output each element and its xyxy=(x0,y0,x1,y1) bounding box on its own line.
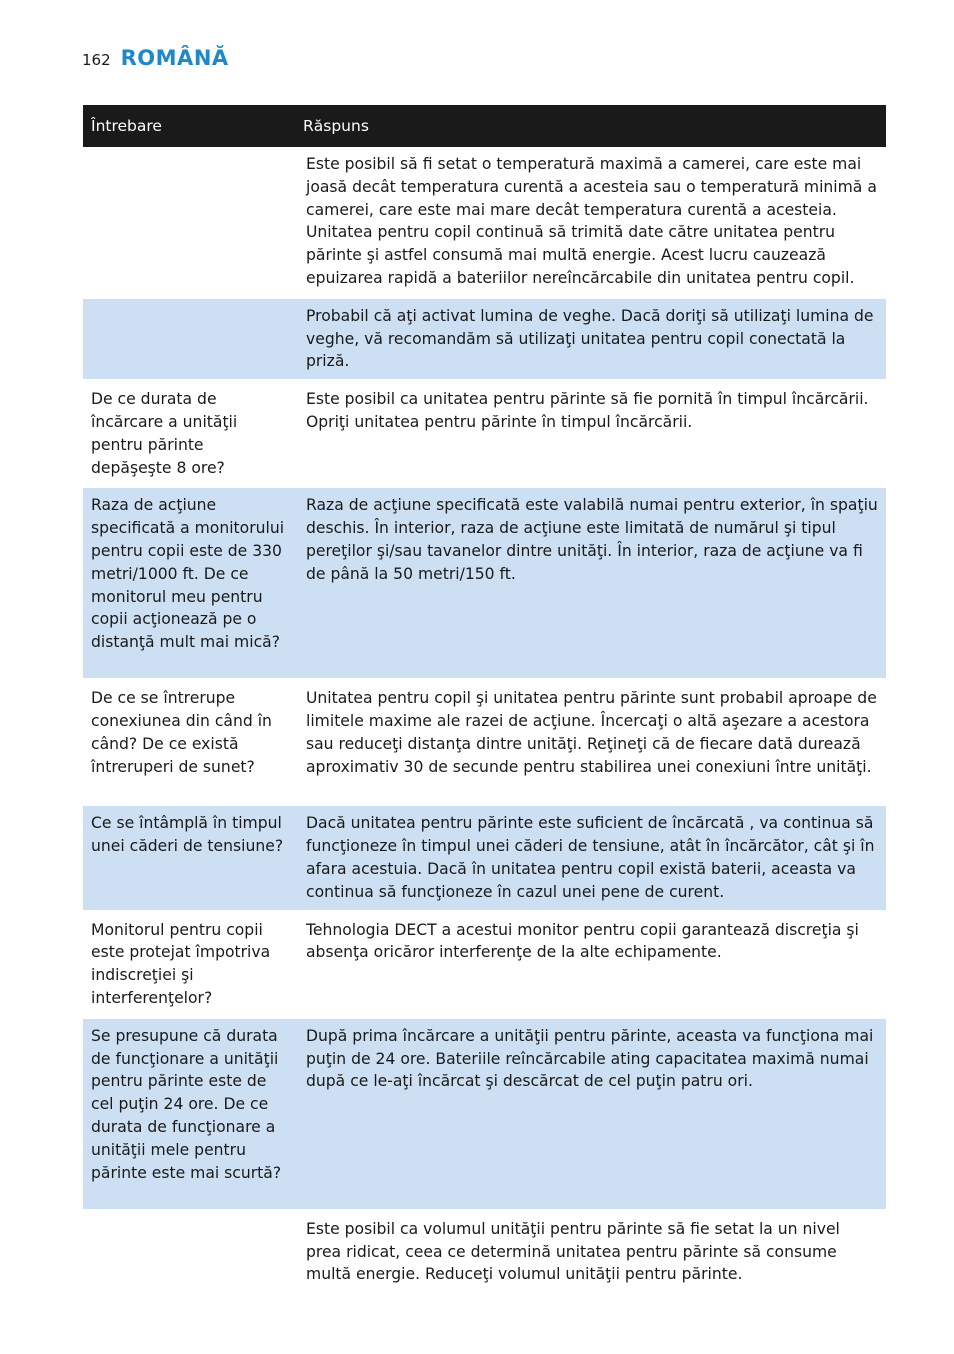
question-cell: Raza de acţiune specificată a monitorului pentru copii este de 330 metri/1000 ft. De ce monitorul meu pentru copii acţionează pe o distanţă mult mai mică? xyxy=(83,487,295,680)
answer-cell: Este posibil să fi setat o temperatură maximă a camerei, care este mai joasă decât temperatura curentă a acesteia sau o temperatură minimă a camerei, care este mai mare decât temperatura curentă a acesteia. Unitatea pentru copil continuă să trimită date către unitatea pentru părinte şi astfel consumă mai multă energie. Acest lucru cauzează epuizarea rapidă a bateriilor nereîncărcabile din unitatea pentru copil. xyxy=(295,147,886,297)
faq-body xyxy=(83,147,886,1292)
question-cell: De ce durata de încărcare a unităţii pentru părinte depăşeşte 8 ore? xyxy=(83,381,295,487)
question-cell xyxy=(83,297,295,380)
question-cell: Se presupune că durata de funcţionare a unităţii pentru părinte este de cel puţin 24 ore. De ce durata de funcţionare a unităţii mele pentru părinte este mai scurtă? xyxy=(83,1017,295,1210)
table-row xyxy=(83,147,886,297)
table-header-row xyxy=(83,105,886,147)
page-number: 162 xyxy=(82,51,111,69)
question-cell xyxy=(83,147,295,297)
section-title: ROMÂNĂ xyxy=(120,46,229,70)
table-row xyxy=(83,805,886,911)
answer-cell: Tehnologia DECT a acestui monitor pentru copii garantează discreţia şi absenţa oricăror interferenţe de la alte echipamente. xyxy=(295,911,886,1017)
answer-cell: Este posibil ca unitatea pentru părinte să fie pornită în timpul încărcării. Opriţi unitatea pentru părinte în timpul încărcării. xyxy=(295,381,886,487)
table-row xyxy=(83,680,886,805)
faq-table xyxy=(83,105,886,1292)
table-row xyxy=(83,1017,886,1210)
question-cell: De ce se întrerupe conexiunea din când în când? De ce există întreruperi de sunet? xyxy=(83,680,295,805)
table-row xyxy=(83,487,886,680)
question-cell: Monitorul pentru copii este protejat împotriva indiscreţiei şi interferenţelor? xyxy=(83,911,295,1017)
answer-cell: Dacă unitatea pentru părinte este suficient de încărcată , va continua să funcţioneze în timpul unei căderi de tensiune, atât în încărcător, cât şi în afara acestuia. Dacă în unitatea pentru copil există baterii, aceasta va continua să funcţioneze în cazul unei pene de curent. xyxy=(295,805,886,911)
page-header xyxy=(82,46,229,70)
table-row xyxy=(83,381,886,487)
answer-cell: Unitatea pentru copil şi unitatea pentru părinte sunt probabil aproape de limitele maxime ale razei de acţiune. Încercaţi o altă aşezare a acestora sau reduceţi distanţa dintre unităţi. Reţineţi că de fiecare dată durează aproximativ 30 de secunde pentru stabilirea unei conexiuni între unităţi. xyxy=(295,680,886,805)
answer-cell: După prima încărcare a unităţii pentru părinte, aceasta va funcţiona mai puţin de 24 ore. Bateriile reîncărcabile ating capacitatea maximă numai după ce le-aţi încărcat şi descărcat de cel puţin patru ori. xyxy=(295,1017,886,1210)
table-row xyxy=(83,297,886,380)
table-row xyxy=(83,911,886,1017)
table-row xyxy=(83,1210,886,1292)
question-cell xyxy=(83,1210,295,1292)
answer-cell: Raza de acţiune specificată este valabilă numai pentru exterior, în spaţiu deschis. În interior, raza de acţiune este limitată de numărul şi tipul pereţilor şi/sau tavanelor dintre unităţi. În interior, raza de acţiune va fi de până la 50 metri/150 ft. xyxy=(295,487,886,680)
column-header-answer: Răspuns xyxy=(295,105,886,147)
question-cell: Ce se întâmplă în timpul unei căderi de tensiune? xyxy=(83,805,295,911)
answer-cell: Probabil că aţi activat lumina de veghe. Dacă doriţi să utilizaţi lumina de veghe, vă recomandăm să utilizaţi unitatea pentru copil conectată la priză. xyxy=(295,297,886,380)
answer-cell: Este posibil ca volumul unităţii pentru părinte să fie setat la un nivel prea ridicat, ceea ce determină unitatea pentru părinte să consume multă energie. Reduceţi volumul unităţii pentru părinte. xyxy=(295,1210,886,1292)
column-header-question: Întrebare xyxy=(83,105,295,147)
